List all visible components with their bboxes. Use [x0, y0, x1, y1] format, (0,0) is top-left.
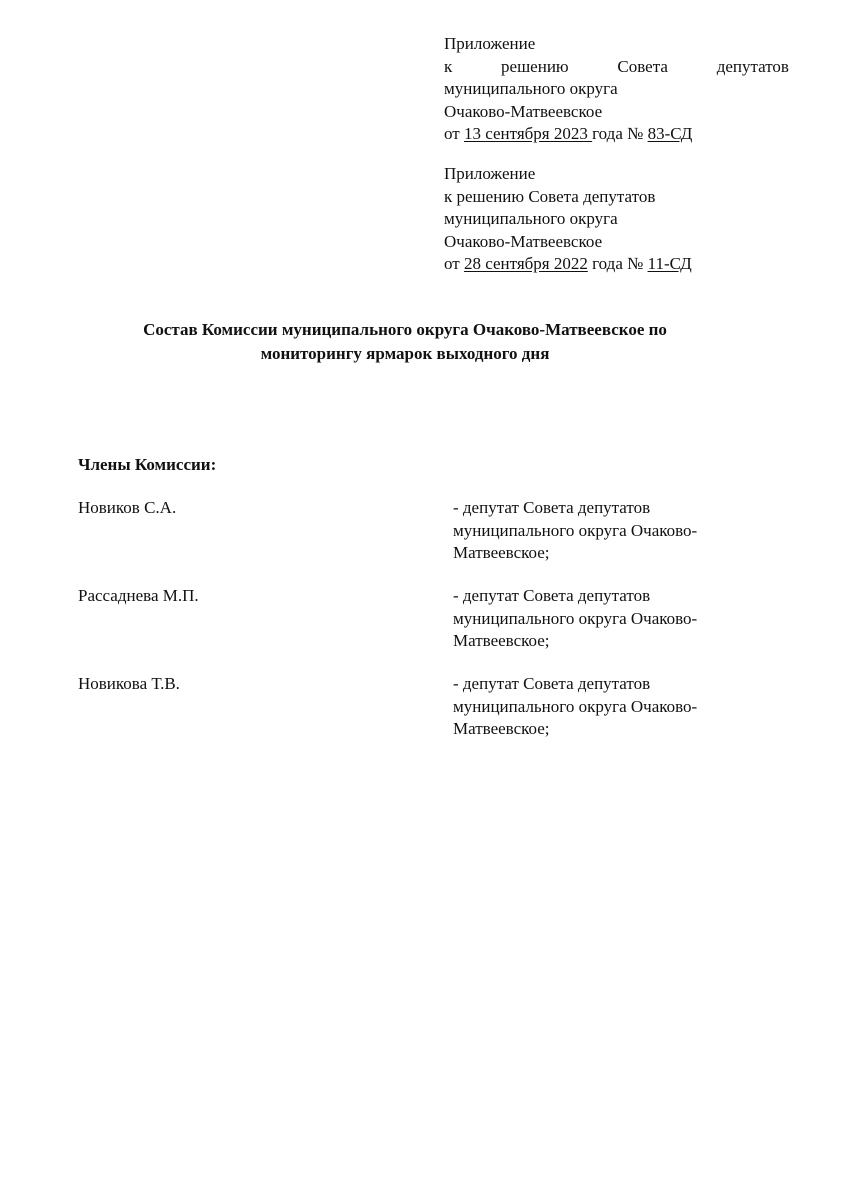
annex-previous: [444, 163, 789, 276]
member-name: Новикова Т.В.: [78, 674, 180, 693]
annex-current-number: 83-СД: [647, 124, 693, 143]
annex-previous-number: 11-СД: [647, 254, 692, 273]
member-role: - депутат Совета депутатов муниципального округа Очаково- Матвеевское;: [453, 586, 698, 650]
annex-previous-decision-line: к решению Совета депутатов: [444, 186, 656, 206]
member-name: Рассаднева М.П.: [78, 586, 199, 605]
annex-current-date: 13 сентября 2023: [463, 124, 593, 143]
member-row: [78, 497, 778, 567]
annex-previous-date: 28 сентября 2022: [463, 254, 588, 273]
document-title-line-2: мониторингу ярмарок выходного дня: [260, 344, 550, 363]
document-title-line-1: Состав Комиссии муниципального округа Очаково-Матвеевское по: [143, 320, 667, 339]
annex-previous-district-line: муниципального округа: [444, 209, 618, 228]
annex-current: [444, 33, 789, 146]
member-name: Новиков С.А.: [78, 498, 177, 517]
annex-current-district-name: Очаково-Матвеевское: [444, 101, 603, 121]
annex-previous-title: Приложение: [444, 164, 536, 183]
annex-current-title: Приложение: [444, 34, 536, 53]
annex-previous-date-line: от 28 сентября 2022 года № 11-СД: [444, 254, 692, 273]
member-role: - депутат Совета депутатов муниципального округа Очаково- Матвеевское;: [453, 674, 698, 738]
document-title: [80, 318, 730, 366]
member-row: [78, 673, 778, 743]
members-heading: Члены Комиссии:: [78, 455, 217, 474]
annex-previous-district-name: Очаково-Матвеевское: [444, 231, 603, 251]
annex-current-decision-line: к решению Совета депутатов: [444, 56, 789, 76]
member-role: - депутат Совета депутатов муниципального округа Очаково- Матвеевское;: [453, 498, 698, 562]
annex-current-district-line: муниципального округа: [444, 79, 618, 98]
member-row: [78, 585, 778, 655]
annex-current-date-line: от 13 сентября 2023 года № 83-СД: [444, 124, 693, 143]
